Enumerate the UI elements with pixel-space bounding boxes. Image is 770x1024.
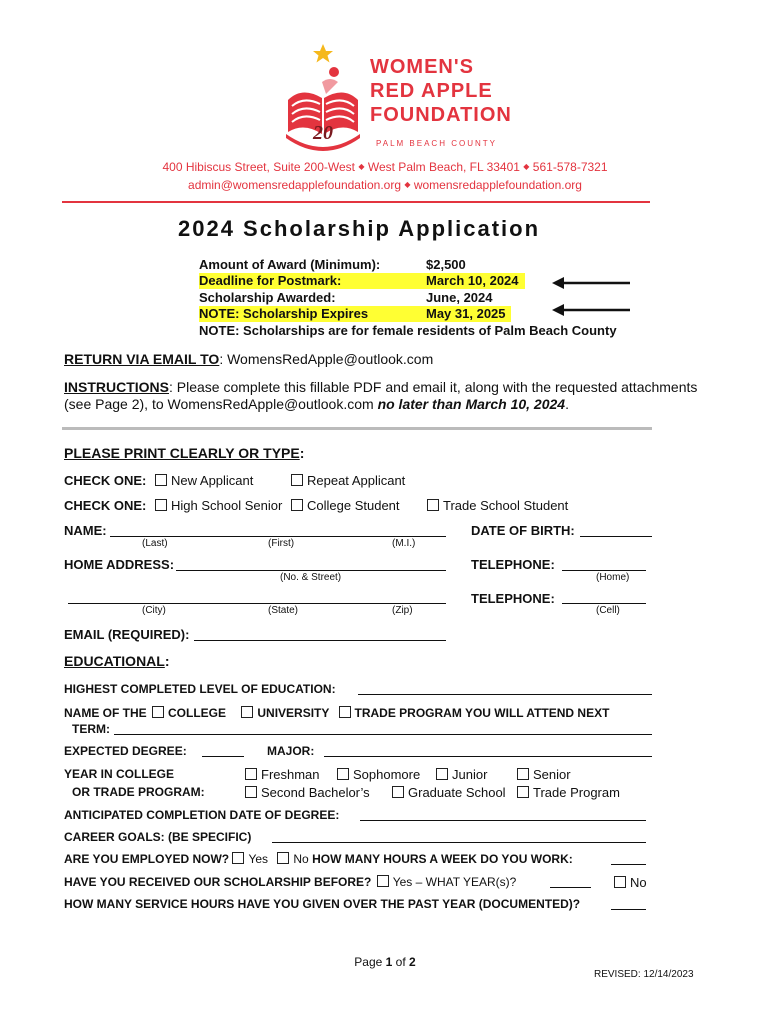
logo-text-line1: WOMEN'S [370,56,474,78]
print-heading: PLEASE PRINT CLEARLY OR TYPE: [64,445,305,461]
address-street: 400 Hibiscus Street, Suite 200-West [162,160,356,174]
logo-text-line2: RED APPLE [370,80,493,102]
separator-diamond-icon: ◆ [404,180,411,189]
instructions-text: : Please complete this fillable PDF and email it, along with the requested attachments [169,379,698,395]
highest-education-field[interactable] [358,694,652,695]
school-name-line: NAME OF THE COLLEGE UNIVERSITY TRADE PROGRAM YOU WILL ATTEND NEXT [64,706,610,720]
checkbox-icon[interactable] [155,499,167,511]
check-one-label: CHECK ONE: [64,473,147,488]
junior-checkbox[interactable]: Junior [436,767,487,782]
college-student-checkbox[interactable]: College Student [291,498,400,513]
address-phone: 561-578-7321 [532,160,608,174]
return-email[interactable]: : WomensRedApple@outlook.com [219,351,434,367]
repeat-applicant-checkbox[interactable]: Repeat Applicant [291,473,405,488]
checkbox-icon[interactable] [436,768,448,780]
city-state-zip-field[interactable] [68,603,446,604]
logo-subtitle: PALM BEACH COUNTY [376,139,497,148]
instructions-line1 [64,379,697,395]
senior-checkbox[interactable]: Senior [517,767,571,782]
cell-telephone-field[interactable] [562,603,646,604]
check-one-label: CHECK ONE: [64,498,147,513]
dob-field[interactable] [580,536,652,537]
checkbox-icon[interactable] [427,499,439,511]
prior-scholarship-line: HAVE YOU RECEIVED OUR SCHOLARSHIP BEFORE? Yes – WHAT YEAR(s)? [64,875,517,889]
name-mi-caption: (M.I.) [392,538,416,549]
awarded-value: June, 2024 [426,290,493,305]
received-before-yes-checkbox[interactable] [377,875,389,887]
service-hours-field[interactable] [611,909,646,910]
contact-line [0,178,770,192]
state-caption: (State) [268,605,299,616]
return-email-line [64,351,433,367]
separator-diamond-icon: ◆ [358,162,365,171]
home-telephone-field[interactable] [562,570,646,571]
expected-degree-field[interactable] [202,756,244,757]
deadline-value: March 10, 2024 [426,273,519,288]
employed-no-checkbox[interactable] [277,852,289,864]
name-first-caption: (First) [268,538,295,549]
employment-line: ARE YOU EMPLOYED NOW? Yes No HOW MANY HOURS A WEEK DO YOU WORK: [64,852,573,866]
residency-note: NOTE: Scholarships are for female residents of Palm Beach County [199,323,617,338]
employed-yes-checkbox[interactable] [232,852,244,864]
major-field[interactable] [324,756,652,757]
contact-website[interactable]: womensredapplefoundation.org [413,178,582,192]
svg-text:20: 20 [313,122,333,144]
award-amount-value: $2,500 [426,257,466,272]
cell-caption: (Cell) [596,605,620,616]
deadline-label: Deadline for Postmark: [199,273,342,288]
arrow-left-icon [552,304,632,316]
completion-date-label: ANTICIPATED COMPLETION DATE OF DEGREE: [64,808,340,822]
expires-value: May 31, 2025 [426,306,506,321]
high-school-senior-checkbox[interactable]: High School Senior [155,498,282,513]
name-field[interactable] [110,536,446,537]
header-divider [62,201,650,203]
separator-diamond-icon: ◆ [523,162,530,171]
educational-heading: EDUCATIONAL: [64,653,170,669]
university-checkbox[interactable] [241,706,253,718]
received-before-no-checkbox[interactable]: No [614,875,647,890]
street-caption: (No. & Street) [280,572,342,583]
home-address-label: HOME ADDRESS: [64,557,175,572]
checkbox-icon[interactable] [291,499,303,511]
graduate-school-checkbox[interactable]: Graduate School [392,785,506,800]
checkbox-icon[interactable] [517,786,529,798]
instructions-deadline: no later than March 10, 2024 [377,396,566,412]
checkbox-icon[interactable] [155,474,167,486]
name-last-caption: (Last) [142,538,168,549]
page-number: Page 1 of 2 [354,955,416,969]
trade-program-year-checkbox[interactable]: Trade Program [517,785,620,800]
checkbox-icon[interactable] [337,768,349,780]
email-label: EMAIL (REQUIRED): [64,627,190,642]
trade-program-checkbox[interactable] [339,706,351,718]
year-label-1: YEAR IN COLLEGE [64,767,175,781]
zip-caption: (Zip) [392,605,413,616]
second-bachelors-checkbox[interactable]: Second Bachelor’s [245,785,370,800]
name-label: NAME: [64,523,107,538]
service-hours-label: HOW MANY SERVICE HOURS HAVE YOU GIVEN OVER THE PAST YEAR (DOCUMENTED)? [64,897,581,911]
foundation-logo [282,42,512,162]
city-caption: (City) [142,605,166,616]
hours-worked-field[interactable] [611,864,646,865]
address-city: West Palm Beach, FL 33401 [367,160,520,174]
career-goals-field[interactable] [272,842,646,843]
checkbox-icon[interactable] [392,786,404,798]
major-label: MAJOR: [267,744,315,758]
completion-date-field[interactable] [360,820,646,821]
instructions-label: INSTRUCTIONS [64,379,169,395]
sophomore-checkbox[interactable]: Sophomore [337,767,420,782]
cell-telephone-label: TELEPHONE: [471,591,555,606]
return-label: RETURN VIA EMAIL TO [64,351,220,367]
checkbox-icon[interactable] [245,786,257,798]
career-goals-label: CAREER GOALS: (BE SPECIFIC) [64,830,252,844]
checkbox-icon[interactable] [291,474,303,486]
address-line [0,160,770,174]
term-label: TERM: [72,722,110,736]
freshman-checkbox[interactable]: Freshman [245,767,320,782]
expected-degree-label: EXPECTED DEGREE: [64,744,187,758]
email-field[interactable] [194,640,446,641]
expires-label: NOTE: Scholarship Expires [199,306,369,321]
dob-label: DATE OF BIRTH: [471,523,575,538]
arrow-left-icon [552,277,632,289]
prior-year-field[interactable] [550,887,591,888]
instructions-text-2: (see Page 2), to WomensRedApple@outlook.com [64,396,378,412]
page-title: 2024 Scholarship Application [178,216,541,241]
red-apple-logo-icon [282,42,364,152]
home-caption: (Home) [596,572,630,583]
school-name-field[interactable] [114,734,652,735]
home-street-field[interactable] [176,570,446,571]
trade-school-student-checkbox[interactable]: Trade School Student [427,498,568,513]
new-applicant-checkbox[interactable]: New Applicant [155,473,253,488]
checkbox-icon[interactable] [517,768,529,780]
awarded-label: Scholarship Awarded: [199,290,336,305]
instructions-line2: (see Page 2), to WomensRedApple@outlook.com no later than March 10, 2024. [64,396,569,412]
award-amount-label: Amount of Award (Minimum): [199,257,381,272]
home-telephone-label: TELEPHONE: [471,557,555,572]
highest-education-label: HIGHEST COMPLETED LEVEL OF EDUCATION: [64,682,336,696]
contact-email[interactable]: admin@womensredapplefoundation.org [188,178,401,192]
logo-text-line3: FOUNDATION [370,104,512,126]
checkbox-icon[interactable] [245,768,257,780]
year-label-2: OR TRADE PROGRAM: [72,785,205,799]
section-divider [62,427,652,430]
checkbox-icon[interactable] [614,876,626,888]
revised-date: REVISED: 12/14/2023 [594,969,694,980]
college-checkbox[interactable] [152,706,164,718]
